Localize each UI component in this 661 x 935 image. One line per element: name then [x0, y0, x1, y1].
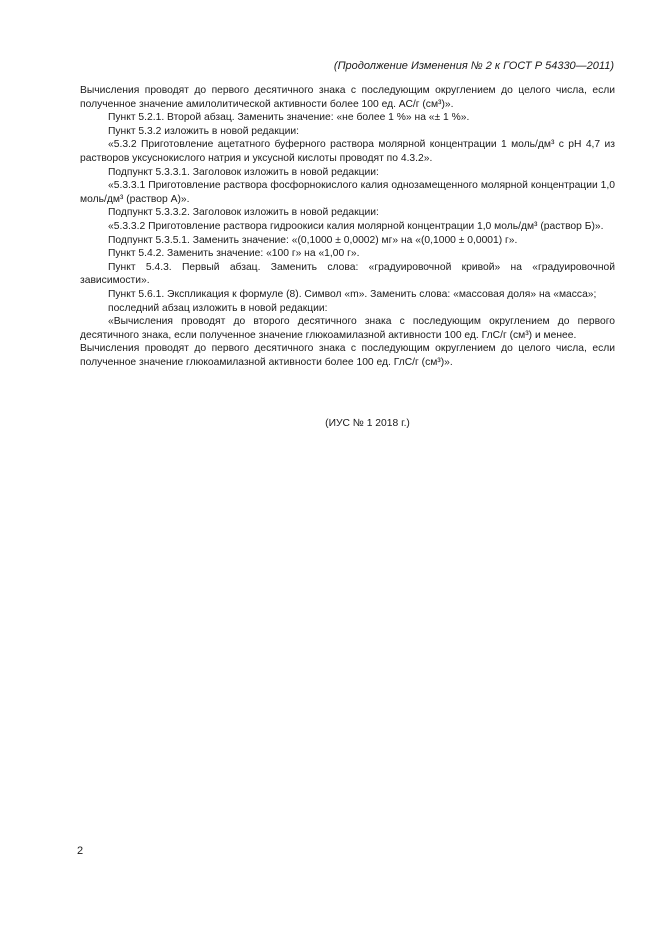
paragraph: Подпункт 5.3.3.2. Заголовок изложить в новой редакции:	[108, 207, 379, 219]
paragraph: Пункт 5.6.1. Экспликация к формуле (8). Символ «m». Заменить слова: «массовая доля» на «масса»;	[108, 288, 597, 300]
paragraph: Подпункт 5.3.5.1. Заменить значение: «(0,1000 ± 0,0002) мг» на «(0,1000 ± 0,0001) г».	[108, 234, 518, 246]
document-body	[80, 84, 615, 369]
paragraph: последний абзац изложить в новой редакции:	[108, 302, 328, 314]
paragraph: Вычисления проводят до первого десятичного знака с последующим округлением до целого числа, если полученное значение амилолитической активности более 100 ед. АС/г (см³)».	[80, 85, 615, 110]
running-header: (Продолжение Изменения № 2 к ГОСТ Р 54330—2011)	[333, 60, 614, 72]
paragraph: Пункт 5.2.1. Второй абзац. Заменить значение: «не более 1 %» на «± 1 %».	[108, 112, 470, 124]
paragraph: Пункт 5.3.2 изложить в новой редакции:	[108, 125, 300, 137]
paragraph: «Вычисления проводят до второго десятичного знака с последующим округлением до первого десятичного знака, если полученное значение глюкоамилазной активности 100 ед. ГлС/г (см³) и менее.	[80, 316, 615, 341]
paragraph: «5.3.3.2 Приготовление раствора гидроокиси калия молярной концентрации 1,0 моль/дм³ (раствор Б)».	[108, 220, 604, 232]
paragraph: Вычисления проводят до первого десятичного знака с последующим округлением до целого числа, если полученное значение глюкоамилазной активности более 100 ед. ГлС/г (см³)».	[80, 343, 615, 368]
paragraph: «5.3.2 Приготовление ацетатного буферного раствора молярной концентрации 1 моль/дм³ с pH 4,7 из растворов уксуснокислого натрия и уксусной кислоты проводят по 4.3.2».	[80, 139, 615, 164]
page-number: 2	[77, 845, 84, 857]
paragraph: Пункт 5.4.3. Первый абзац. Заменить слова: «градуировочной кривой» на «градуировочной зависимости».	[80, 261, 615, 287]
publication-reference: (ИУС № 1 2018 г.)	[325, 418, 410, 429]
paragraph: Подпункт 5.3.3.1. Заголовок изложить в новой редакции:	[108, 166, 379, 178]
paragraph: «5.3.3.1 Приготовление раствора фосфорнокислого калия однозамещенного молярной концентрации 1,0 моль/дм³ (раствор А)».	[80, 180, 615, 205]
paragraph: Пункт 5.4.2. Заменить значение: «100 г» на «1,00 г».	[108, 248, 360, 260]
